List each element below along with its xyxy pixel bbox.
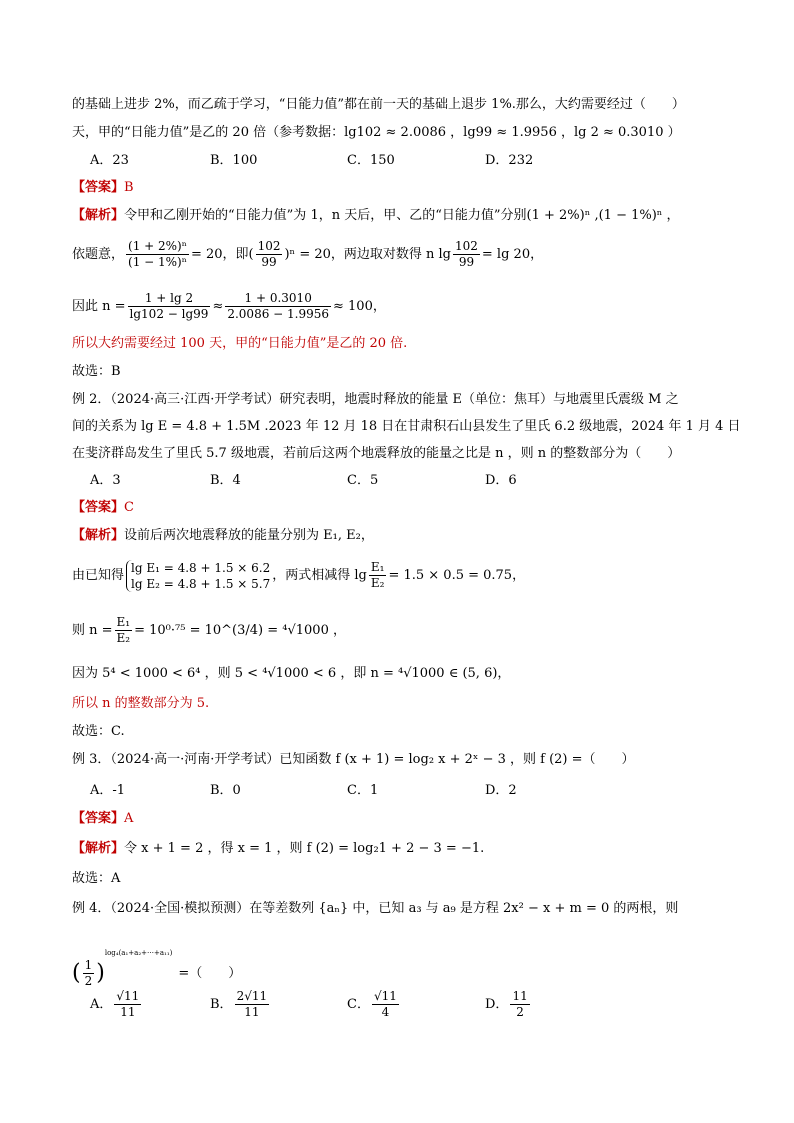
q4-option-d-den: 2 bbox=[516, 1005, 524, 1019]
q2-text-line1: 例 2．（2024·高三·江西·开学考试）研究表明，地震时释放的能量 E（单位：焦耳）与地震里氏震级 M 之 bbox=[72, 392, 679, 407]
q2-analysis-line2 bbox=[72, 558, 525, 594]
q1-analysis-text3c: ≈ 100， bbox=[333, 299, 386, 314]
q4-text-line2 bbox=[72, 935, 241, 992]
q2-fraction-n bbox=[115, 615, 133, 646]
q2-analysis-line3 bbox=[72, 614, 346, 648]
q4-option-a bbox=[90, 988, 143, 1022]
q4-option-d-fraction bbox=[510, 989, 529, 1020]
q2-frac7-num: E₁ bbox=[116, 615, 131, 629]
q4-base-fraction bbox=[83, 958, 95, 989]
q4-option-a-fraction bbox=[114, 989, 141, 1020]
q3-answer bbox=[72, 811, 133, 827]
q2-analysis-label: 【解析】 bbox=[72, 528, 125, 543]
q2-frac7-den: E₂ bbox=[116, 631, 131, 645]
q1-answer bbox=[72, 180, 134, 196]
q1-frac3-den: 99 bbox=[458, 255, 475, 269]
q2-analysis-text1: 设前后两次地震释放的能量分别为 E₁, E₂， bbox=[124, 528, 374, 543]
q1-frac1-den: (1 − 1%)ⁿ bbox=[128, 255, 187, 269]
q2-text-line3: 在斐济群岛发生了里氏 5.7 级地震，若前后这两个地震释放的能量之比是 n ，则 n 的整数部分为（ ） bbox=[72, 446, 681, 461]
q3-option-a: A．-1 bbox=[90, 783, 126, 798]
q2-choose: 故选：C. bbox=[72, 724, 125, 739]
q2-answer-label: 【答案】 bbox=[72, 500, 125, 515]
q1-conclusion: 所以大约需要经过 100 天，甲的“日能力值”是乙的 20 倍. bbox=[72, 336, 408, 351]
q4-exponent: log₄(a₁+a₂+⋯+a₁₁) bbox=[104, 949, 173, 957]
q4-option-c-num: √11 bbox=[373, 989, 397, 1003]
q1-text-line1: 的基础上进步 2%，而乙疏于学习，“日能力值”都在前一天的基础上退步 1%.那么，大约需要经过（ ） bbox=[72, 97, 685, 112]
q1-analysis-text1: 令甲和乙刚开始的“日能力值”为 1，n 天后，甲、乙的“日能力值”分别(1 + 2%)ⁿ ,(1 − 1%)ⁿ ， bbox=[124, 208, 680, 223]
q3-option-b: B．0 bbox=[210, 783, 241, 798]
q2-analysis-text2a: 由已知得 bbox=[72, 568, 125, 583]
q1-frac2-den: 99 bbox=[261, 255, 277, 269]
q4-option-d-label: D． bbox=[485, 997, 509, 1012]
q1-analysis-text3b: ≈ bbox=[212, 299, 224, 314]
q4-option-b-num: 2√11 bbox=[236, 989, 268, 1003]
q4-option-c-fraction bbox=[372, 989, 399, 1020]
q3-answer-value: A bbox=[124, 811, 134, 826]
q1-frac2-num: 102 bbox=[257, 239, 281, 253]
q1-analysis-line1 bbox=[72, 208, 680, 224]
q4-base-num: 1 bbox=[84, 958, 93, 972]
q2-analysis-text2c: = 1.5 × 0.5 = 0.75， bbox=[388, 568, 526, 583]
q1-analysis-text2c: )ⁿ = 20，两边取对数得 n lg bbox=[284, 247, 451, 262]
q1-option-d: D．232 bbox=[485, 153, 534, 168]
q2-sys-eq2: lg E₂ = 4.8 + 1.5 × 5.7 bbox=[131, 576, 271, 591]
q1-fraction-102-99-b bbox=[453, 239, 480, 270]
q1-answer-value: B bbox=[124, 180, 134, 195]
q4-base-den: 2 bbox=[84, 974, 93, 988]
q2-analysis-text3b: = 10⁰·⁷⁵ = 10^(3/4) = ⁴√1000 ， bbox=[134, 623, 346, 638]
q2-option-d: D．6 bbox=[485, 473, 517, 488]
q4-paren-close: ) bbox=[96, 960, 105, 986]
q4-option-c-label: C． bbox=[347, 997, 370, 1012]
q1-fraction-102-99 bbox=[256, 239, 283, 270]
q1-analysis-text2d: = lg 20， bbox=[481, 247, 544, 262]
q4-option-b-fraction bbox=[235, 989, 270, 1020]
q2-answer bbox=[72, 500, 134, 516]
q2-fraction-e1e2 bbox=[369, 560, 387, 591]
q1-frac5-num: 1 + 0.3010 bbox=[225, 291, 331, 307]
q4-option-b-label: B． bbox=[210, 997, 233, 1012]
q4-paren-open: ( bbox=[72, 960, 81, 986]
q3-choose: 故选：A bbox=[72, 871, 121, 886]
q1-option-c: C．150 bbox=[347, 153, 395, 168]
q2-answer-value: C bbox=[124, 500, 134, 515]
q4-text-line1: 例 4．（2024·全国·模拟预测）在等差数列 {aₙ} 中，已知 a₃ 与 a₉ 是方程 2x² − x + m = 0 的两根，则 bbox=[72, 901, 679, 916]
q2-analysis-text3a: 则 n = bbox=[72, 623, 113, 638]
q4-option-d-num: 11 bbox=[512, 989, 528, 1003]
q1-fraction-n bbox=[128, 291, 211, 322]
q1-answer-label: 【答案】 bbox=[72, 180, 125, 195]
q1-analysis-text3a: 因此 n = bbox=[72, 299, 126, 314]
q1-option-b: B．100 bbox=[210, 153, 258, 168]
q4-option-c-den: 4 bbox=[381, 1005, 390, 1019]
q2-option-b: B．4 bbox=[210, 473, 241, 488]
q1-fraction-ratio bbox=[126, 239, 189, 270]
q1-frac1-num: (1 + 2%)ⁿ bbox=[128, 239, 187, 253]
q2-conclusion: 所以 n 的整数部分为 5. bbox=[72, 696, 210, 711]
q2-frac6-num: E₁ bbox=[370, 560, 385, 574]
q3-option-c: C．1 bbox=[347, 783, 379, 798]
q1-analysis-line3 bbox=[72, 290, 386, 324]
q1-frac3-num: 102 bbox=[455, 239, 478, 253]
q1-frac5-den: 2.0086 − 1.9956 bbox=[227, 307, 330, 321]
q2-sys-eq1: lg E₁ = 4.8 + 1.5 × 6.2 bbox=[131, 560, 271, 575]
q3-analysis-text1: 令 x + 1 = 2 ，得 x = 1 ，则 f (2) = log₂1 + 2 − 3 = −1. bbox=[124, 841, 485, 856]
q2-analysis-text2b: ，两式相减得 lg bbox=[272, 568, 367, 583]
q1-fraction-value bbox=[225, 291, 331, 322]
q1-analysis-text2b: = 20，即( bbox=[190, 247, 254, 262]
q4-option-b bbox=[210, 988, 271, 1022]
q3-option-d: D．2 bbox=[485, 783, 517, 798]
q2-text-line2: 间的关系为 lg E = 4.8 + 1.5M .2023 年 12 月 18 日在甘肃积石山县发生了里氏 6.2 级地震，2024 年 1 月 4 日 bbox=[72, 419, 741, 434]
q1-choose: 故选：B bbox=[72, 364, 121, 379]
q1-frac4-den: lg102 − lg99 bbox=[129, 307, 209, 321]
q4-option-a-den: 11 bbox=[120, 1005, 136, 1019]
q1-text-line2: 天，甲的“日能力值”是乙的 20 倍（参考数据：lg102 ≈ 2.0086 ，lg99 ≈ 1.9956 ，lg 2 ≈ 0.3010 ） bbox=[72, 125, 681, 140]
q2-option-c: C．5 bbox=[347, 473, 379, 488]
q2-analysis-line4: 因为 5⁴ < 1000 < 6⁴ ，则 5 < ⁴√1000 < 6 ，即 n = ⁴√1000 ∈ (5, 6)， bbox=[72, 666, 511, 681]
q3-analysis-line1 bbox=[72, 841, 484, 857]
q2-frac6-den: E₂ bbox=[370, 576, 385, 590]
q1-option-a: A．23 bbox=[90, 153, 129, 168]
q3-text-line1: 例 3．（2024·高一·河南·开学考试）已知函数 f (x + 1) = log₂ x + 2ˣ − 3 ，则 f (2) =（ ） bbox=[72, 752, 635, 767]
q4-option-c bbox=[347, 988, 401, 1022]
q4-option-a-label: A． bbox=[90, 997, 113, 1012]
q4-option-b-den: 11 bbox=[244, 1005, 260, 1019]
q1-analysis-text2a: 依题意， bbox=[72, 247, 125, 262]
q2-analysis-line1 bbox=[72, 528, 374, 544]
q3-answer-label: 【答案】 bbox=[72, 811, 125, 826]
q2-equation-system bbox=[126, 560, 270, 592]
q1-analysis-label: 【解析】 bbox=[72, 208, 125, 223]
q4-option-a-num: √11 bbox=[116, 989, 140, 1003]
q3-analysis-label: 【解析】 bbox=[72, 841, 125, 856]
q2-option-a: A．3 bbox=[90, 473, 121, 488]
q4-text-line2-post: =（ ） bbox=[178, 966, 242, 981]
q4-option-d bbox=[485, 988, 532, 1022]
q1-frac4-num: 1 + lg 2 bbox=[128, 291, 211, 307]
q1-analysis-line2 bbox=[72, 238, 543, 272]
